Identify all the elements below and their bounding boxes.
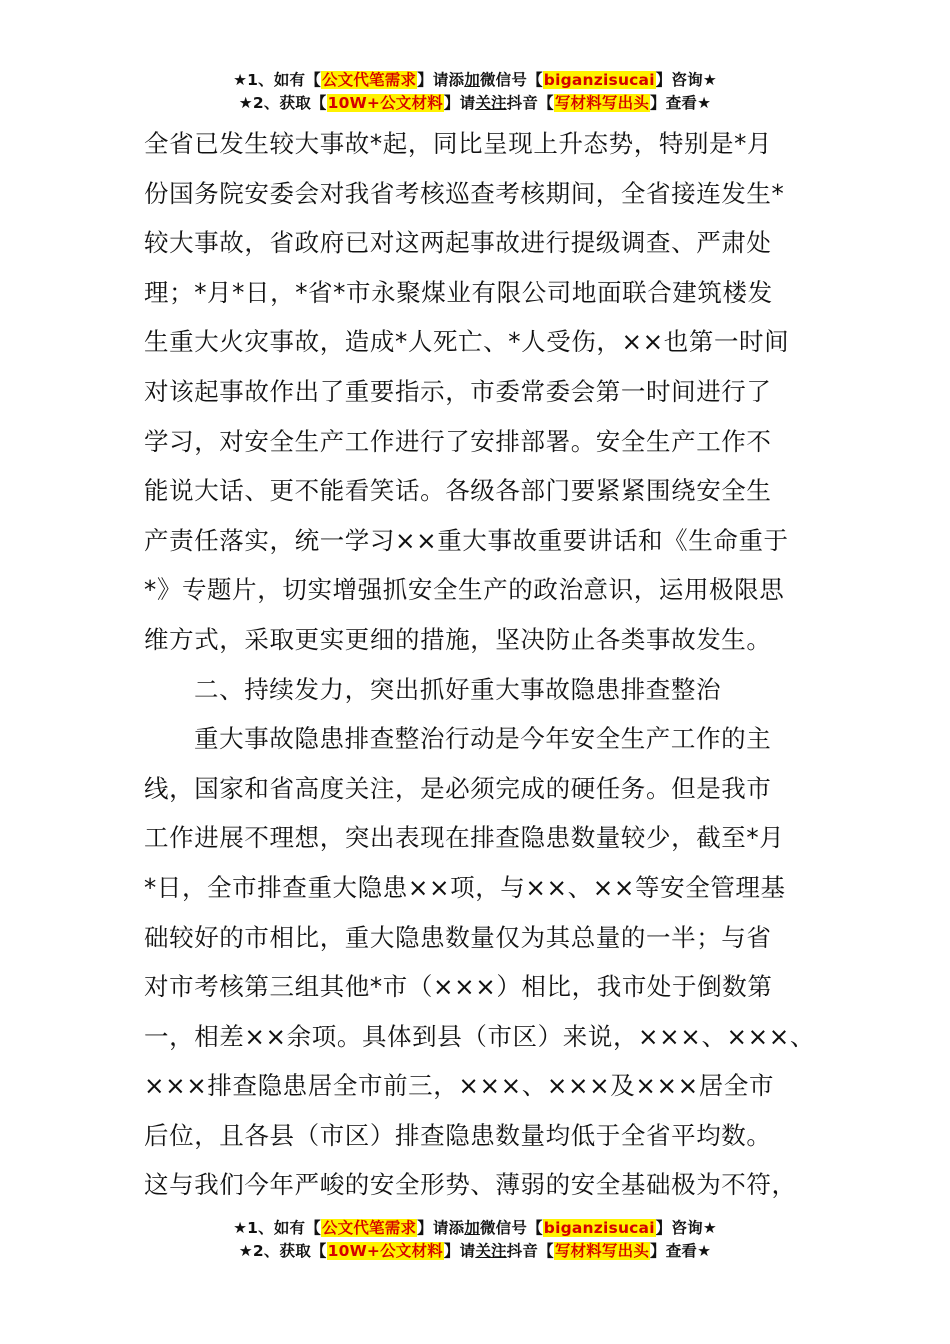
body-line: 础较好的市相比，重大隐患数量仅为其总量的一半；与省	[144, 922, 772, 952]
body-line: 理；*月*日，*省*市永聚煤业有限公司地面联合建筑楼发	[144, 277, 773, 307]
highlight-wechat-id: biganzisucai	[543, 1219, 655, 1237]
body-line: 后位，且各县（市区）排查隐患数量均低于全省平均数。	[144, 1120, 772, 1150]
promo-banner-bottom	[0, 1217, 950, 1263]
highlight-service: 公文代笔需求	[321, 1219, 417, 1237]
body-line: 维方式，采取更实更细的措施，坚决防止各类事故发生。	[144, 624, 772, 654]
body-line: 重大事故隐患排查整治行动是今年安全生产工作的主	[194, 724, 772, 754]
body-line: 线，国家和省高度关注，是必须完成的硬任务。但是我市	[144, 773, 772, 803]
body-line: 产责任落实，统一学习××重大事故重要讲话和《生命重于	[144, 525, 789, 555]
body-line: 这与我们今年严峻的安全形势、薄弱的安全基础极为不符，	[144, 1170, 797, 1200]
body-line: 工作进展不理想，突出表现在排查隐患数量较少，截至*月	[144, 823, 785, 853]
section-heading: 二、持续发力，突出抓好重大事故隐患排查整治	[194, 674, 722, 704]
body-line: *日，全市排查重大隐患××项，与××、××等安全管理基	[144, 872, 786, 902]
promo-line-1: ★1、如有【公文代笔需求】请添加微信号【biganzisucai】咨询★	[233, 1219, 717, 1237]
body-line: *》专题片，切实增强抓安全生产的政治意识，运用极限思	[144, 575, 785, 605]
promo-banner-top	[0, 69, 950, 115]
highlight-wechat-id: biganzisucai	[543, 71, 655, 89]
body-line: 一，相差××余项。具体到县（市区）来说，×××、×××、	[144, 1021, 816, 1051]
body-line: 学习，对安全生产工作进行了安排部署。安全生产工作不	[144, 426, 772, 456]
highlight-service: 公文代笔需求	[321, 71, 417, 89]
highlight-douyin-account: 写材料写出头	[554, 94, 650, 112]
promo-line-2: ★2、获取【10W+公文材料】请关注抖音【写材料写出头】查看★	[238, 1242, 712, 1260]
body-line: 对市考核第三组其他*市（×××）相比，我市处于倒数第	[144, 972, 773, 1002]
document-body	[144, 119, 824, 1210]
promo-line-1: ★1、如有【公文代笔需求】请添加微信号【biganzisucai】咨询★	[233, 71, 717, 89]
body-line: 较大事故，省政府已对这两起事故进行提级调查、严肃处	[144, 228, 772, 258]
promo-line-2: ★2、获取【10W+公文材料】请关注抖音【写材料写出头】查看★	[238, 94, 712, 112]
body-line: 全省已发生较大事故*起，同比呈现上升态势，特别是*月	[144, 129, 773, 158]
body-line: 能说大话、更不能看笑话。各级各部门要紧紧围绕安全生	[144, 476, 772, 506]
highlight-materials: 10W+公文材料	[327, 1242, 443, 1260]
body-line: 生重大火灾事故，造成*人死亡、*人受伤，××也第一时间	[144, 327, 790, 357]
body-line: 对该起事故作出了重要指示，市委常委会第一时间进行了	[144, 376, 772, 406]
highlight-douyin-account: 写材料写出头	[554, 1242, 650, 1260]
highlight-materials: 10W+公文材料	[327, 94, 443, 112]
body-line: 份国务院安委会对我省考核巡查考核期间，全省接连发生*	[144, 178, 785, 208]
body-line: ×××排查隐患居全市前三，×××、×××及×××居全市	[144, 1071, 775, 1101]
